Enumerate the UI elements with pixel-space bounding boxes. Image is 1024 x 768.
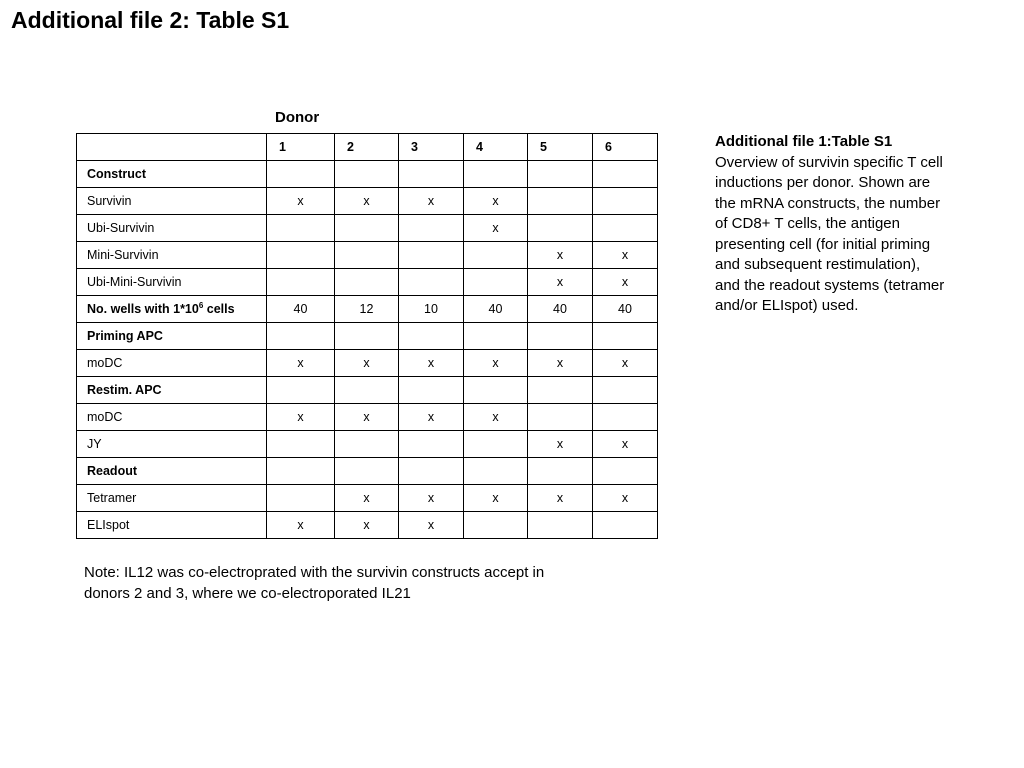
table-cell: [528, 512, 593, 539]
table-cell: [593, 377, 658, 404]
table-cell: [267, 161, 335, 188]
table-cell: [593, 404, 658, 431]
table-cell: x: [267, 188, 335, 215]
table-cell: [399, 323, 464, 350]
table-cell: [593, 458, 658, 485]
table-cell: [267, 269, 335, 296]
table-cell: [528, 458, 593, 485]
table-cell: [335, 269, 399, 296]
table-row: [77, 215, 658, 242]
row-label: Ubi-Mini-Survivin: [77, 269, 267, 296]
caption-body: Overview of survivin specific T cell inductions per donor. Shown are the mRNA constructs, the number of CD8+ T cells, the antigen presenting cell (for initial priming and subsequent restimulation), and the readout systems (tetramer and/or ELIspot) used.: [715, 153, 945, 314]
table-cell: [593, 512, 658, 539]
table-cell: [464, 242, 528, 269]
table-cell: [593, 161, 658, 188]
table-cell: 40: [528, 296, 593, 323]
table-cell: [399, 242, 464, 269]
table-cell: x: [399, 188, 464, 215]
row-label: JY: [77, 431, 267, 458]
row-label-text: No. wells with 1*10: [87, 302, 199, 316]
row-label: moDC: [77, 350, 267, 377]
table-cell: [593, 188, 658, 215]
table-cell: [399, 377, 464, 404]
row-label-suffix: cells: [203, 302, 235, 316]
induction-table: [76, 133, 658, 539]
row-label: moDC: [77, 404, 267, 431]
table-cell: [593, 215, 658, 242]
table-cell: x: [593, 350, 658, 377]
table-cell: [528, 215, 593, 242]
table-cell: x: [335, 350, 399, 377]
table-cell: [528, 161, 593, 188]
table-cell: [335, 458, 399, 485]
table-cell: x: [464, 350, 528, 377]
donor-column-header: 2: [335, 134, 399, 161]
donor-column-header: 5: [528, 134, 593, 161]
table-cell: [267, 242, 335, 269]
row-label: Ubi-Survivin: [77, 215, 267, 242]
table-cell: x: [528, 269, 593, 296]
table-cell: 12: [335, 296, 399, 323]
table-cell: x: [593, 431, 658, 458]
table-cell: [464, 512, 528, 539]
table-cell: x: [267, 404, 335, 431]
table-cell: [267, 431, 335, 458]
table-cell: x: [464, 215, 528, 242]
header-blank-cell: [77, 134, 267, 161]
table-cell: [335, 215, 399, 242]
row-label: Tetramer: [77, 485, 267, 512]
table-cell: x: [399, 350, 464, 377]
row-label: Survivin: [77, 188, 267, 215]
table-cell: x: [335, 512, 399, 539]
table-cell: x: [335, 485, 399, 512]
section-row: [77, 458, 658, 485]
table-cell: x: [399, 404, 464, 431]
table-cell: [528, 188, 593, 215]
row-label: ELIspot: [77, 512, 267, 539]
table-cell: [464, 458, 528, 485]
table-cell: [464, 431, 528, 458]
table-cell: [464, 323, 528, 350]
table-cell: 40: [464, 296, 528, 323]
table-cell: [267, 485, 335, 512]
table-cell: [399, 161, 464, 188]
table-row: [77, 269, 658, 296]
table-cell: x: [267, 350, 335, 377]
table-cell: 40: [593, 296, 658, 323]
table-cell: [335, 242, 399, 269]
table-row: [77, 404, 658, 431]
table-cell: [464, 161, 528, 188]
donor-column-header: 4: [464, 134, 528, 161]
donor-column-header: 3: [399, 134, 464, 161]
table-cell: [335, 431, 399, 458]
table-cell: x: [399, 485, 464, 512]
table-cell: [399, 431, 464, 458]
row-label-superscript: 6: [198, 300, 204, 310]
row-label: Restim. APC: [77, 377, 267, 404]
row-label: Readout: [77, 458, 267, 485]
table-cell: x: [335, 188, 399, 215]
table-row: [77, 188, 658, 215]
table-row: [77, 431, 658, 458]
table-row: [77, 350, 658, 377]
table-cell: x: [593, 485, 658, 512]
table-cell: x: [464, 404, 528, 431]
caption-title: Additional file 1:Table S1: [715, 133, 893, 150]
row-label: [77, 296, 267, 323]
table-row: [77, 485, 658, 512]
table-row: [77, 242, 658, 269]
section-row: [77, 161, 658, 188]
table-cell: [399, 215, 464, 242]
table-cell: x: [335, 404, 399, 431]
table-cell: x: [528, 242, 593, 269]
table-cell: 40: [267, 296, 335, 323]
table-cell: x: [267, 512, 335, 539]
table-cell: [399, 269, 464, 296]
table-cell: [528, 323, 593, 350]
table-cell: x: [399, 512, 464, 539]
table-cell: [399, 458, 464, 485]
table-cell: [267, 215, 335, 242]
table-cell: [528, 404, 593, 431]
row-label: Construct: [77, 161, 267, 188]
table-cell: [464, 377, 528, 404]
table-cell: 10: [399, 296, 464, 323]
table-cell: [464, 269, 528, 296]
table-cell: [335, 161, 399, 188]
table-cell: [267, 458, 335, 485]
table-cell: [267, 323, 335, 350]
donor-heading: Donor: [275, 109, 320, 126]
table-cell: x: [464, 188, 528, 215]
row-label: Mini-Survivin: [77, 242, 267, 269]
donor-column-header: 6: [593, 134, 658, 161]
section-row: [77, 377, 658, 404]
table-caption: [715, 132, 945, 317]
table-cell: x: [528, 431, 593, 458]
table-cell: [335, 377, 399, 404]
table-cell: [593, 323, 658, 350]
table-cell: x: [464, 485, 528, 512]
table-cell: [528, 377, 593, 404]
table-header-row: [77, 134, 658, 161]
table-cell: [267, 377, 335, 404]
table-cell: x: [593, 269, 658, 296]
table-row: [77, 296, 658, 323]
table-cell: x: [593, 242, 658, 269]
table-cell: x: [528, 350, 593, 377]
section-row: [77, 323, 658, 350]
table-cell: x: [528, 485, 593, 512]
table-cell: [335, 323, 399, 350]
page-title: Additional file 2: Table S1: [11, 7, 290, 33]
table-note: Note: IL12 was co-electroprated with the survivin constructs accept in donors 2 and 3, where we co-electroporated IL21: [84, 564, 545, 602]
donor-column-header: 1: [267, 134, 335, 161]
row-label: Priming APC: [77, 323, 267, 350]
table-row: [77, 512, 658, 539]
